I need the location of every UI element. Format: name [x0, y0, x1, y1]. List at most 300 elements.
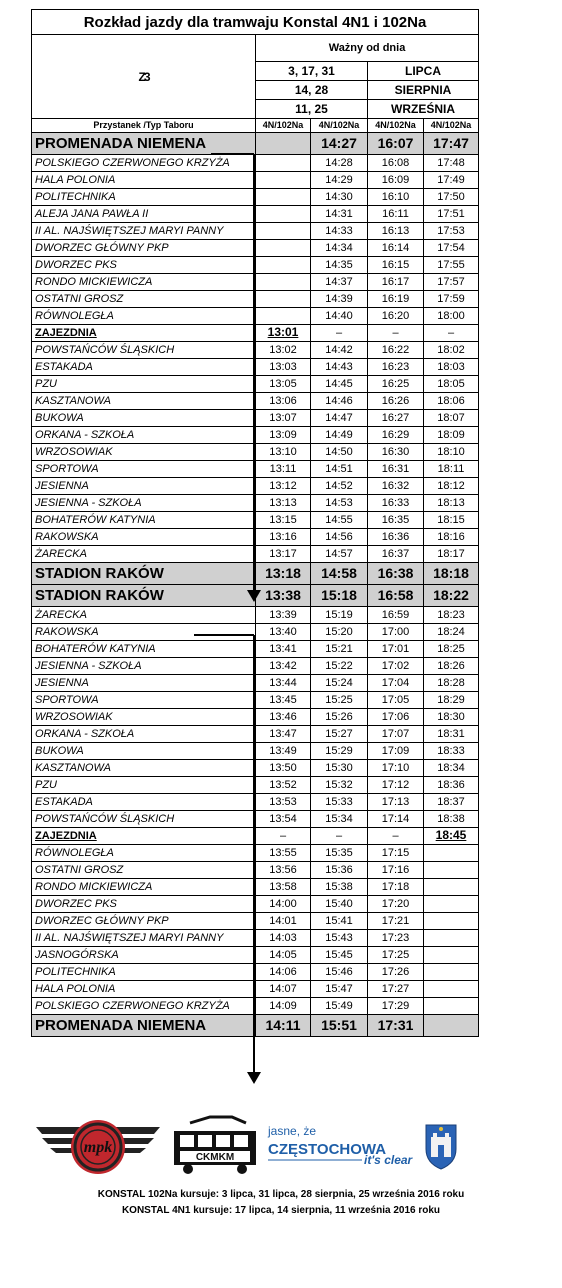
departure-time: 15:47 — [311, 981, 368, 998]
departure-time: 13:49 — [256, 743, 311, 760]
departure-time: 14:46 — [311, 393, 368, 410]
departure-time: 13:46 — [256, 709, 311, 726]
departure-time: 13:03 — [256, 359, 311, 376]
timetable-row — [32, 563, 479, 585]
city-slogan — [267, 1124, 414, 1167]
first-run-line-down — [253, 154, 255, 591]
departure-time: – — [256, 828, 311, 845]
stop-name: PROMENADA NIEMENA — [32, 1015, 256, 1037]
stop-name: POLITECHNIKA — [32, 964, 256, 981]
departure-time: 17:14 — [368, 811, 424, 828]
timetable-row — [32, 325, 479, 342]
departure-time: 17:05 — [368, 692, 424, 709]
valid-days-3: 11, 25 — [256, 100, 368, 119]
departure-time: 18:11 — [424, 461, 479, 478]
timetable-row — [32, 240, 479, 257]
stop-name: POWSTAŃCÓW ŚLĄSKICH — [32, 342, 256, 359]
departure-time: 17:51 — [424, 206, 479, 223]
departure-time: 16:33 — [368, 495, 424, 512]
departure-time: 18:02 — [424, 342, 479, 359]
return-run-line-down — [253, 635, 255, 1073]
departure-time: 13:16 — [256, 529, 311, 546]
departure-time: – — [368, 325, 424, 342]
departure-time: 17:47 — [424, 133, 479, 155]
stop-name: HALA POLONIA — [32, 172, 256, 189]
departure-time: 16:20 — [368, 308, 424, 325]
departure-time — [256, 240, 311, 257]
departure-time: 16:07 — [368, 133, 424, 155]
mpk-logo — [36, 1120, 160, 1174]
departure-time — [424, 862, 479, 879]
stop-name: POWSTAŃCÓW ŚLĄSKICH — [32, 811, 256, 828]
stop-name: WRZOSOWIAK — [32, 709, 256, 726]
timetable-title: Rozkład jazdy dla tramwaju Konstal 4N1 i 102Na — [32, 10, 479, 35]
departure-time: 16:36 — [368, 529, 424, 546]
timetable-row — [32, 410, 479, 427]
departure-time: 15:25 — [311, 692, 368, 709]
timetable-row — [32, 964, 479, 981]
departure-time: 14:53 — [311, 495, 368, 512]
stop-name: RONDO MICKIEWICZA — [32, 879, 256, 896]
departure-time: 17:21 — [368, 913, 424, 930]
stop-name: RAKOWSKA — [32, 529, 256, 546]
departure-time — [424, 828, 479, 845]
departure-time: 18:13 — [424, 495, 479, 512]
departure-time: 13:05 — [256, 376, 311, 393]
stop-name: BUKOWA — [32, 743, 256, 760]
departure-time: 16:37 — [368, 546, 424, 563]
stop-name: ŻARECKA — [32, 607, 256, 624]
departure-time: 17:57 — [424, 274, 479, 291]
departure-time: 16:31 — [368, 461, 424, 478]
departure-time: 14:34 — [311, 240, 368, 257]
departure-time: 14:52 — [311, 478, 368, 495]
departure-time: 15:35 — [311, 845, 368, 862]
departure-time — [424, 845, 479, 862]
departure-time: 18:22 — [424, 585, 479, 607]
footnote-4n1: KONSTAL 4N1 kursuje: 17 lipca, 14 sierpnia, 11 września 2016 roku — [121, 1205, 441, 1216]
departure-time: 18:23 — [424, 607, 479, 624]
departure-time: 14:28 — [311, 155, 368, 172]
departure-time — [256, 189, 311, 206]
timetable-row — [32, 478, 479, 495]
departure-time: 15:26 — [311, 709, 368, 726]
departure-time: 17:53 — [424, 223, 479, 240]
departure-time — [256, 257, 311, 274]
departure-time: 13:44 — [256, 675, 311, 692]
stop-name: POLSKIEGO CZERWONEGO KRZYŻA — [32, 998, 256, 1015]
departure-time: 17:16 — [368, 862, 424, 879]
departure-time: 18:10 — [424, 444, 479, 461]
departure-time: 13:56 — [256, 862, 311, 879]
departure-time: 14:56 — [311, 529, 368, 546]
departure-time: 18:30 — [424, 709, 479, 726]
departure-time: 17:18 — [368, 879, 424, 896]
departure-time: 14:39 — [311, 291, 368, 308]
stop-name: DWORZEC PKS — [32, 896, 256, 913]
departure-time: 15:18 — [311, 585, 368, 607]
stop-name: ZAJEZDNIA — [32, 828, 256, 845]
departure-time: 16:30 — [368, 444, 424, 461]
departure-time: 16:13 — [368, 223, 424, 240]
departure-time: 17:27 — [368, 981, 424, 998]
return-run-arrow-down-icon — [247, 1072, 261, 1084]
departure-time: 14:45 — [311, 376, 368, 393]
timetable-row — [32, 998, 479, 1015]
departure-time: 13:55 — [256, 845, 311, 862]
stop-name: ORKANA - SZKOŁA — [32, 427, 256, 444]
stop-name: PZU — [32, 376, 256, 393]
departure-time — [424, 947, 479, 964]
stop-name: BUKOWA — [32, 410, 256, 427]
departure-time: 15:20 — [311, 624, 368, 641]
departure-time — [424, 930, 479, 947]
coat-of-arms-icon — [426, 1125, 456, 1169]
stop-name: ZAJEZDNIA — [32, 325, 256, 342]
departure-time: 17:01 — [368, 641, 424, 658]
timetable-row — [32, 495, 479, 512]
departure-time: 13:50 — [256, 760, 311, 777]
timetable-row — [32, 172, 479, 189]
ckmkm-logo-text: CKMKM — [195, 1152, 235, 1163]
stop-name: KASZTANOWA — [32, 393, 256, 410]
departure-time: 13:39 — [256, 607, 311, 624]
departure-time: 13:45 — [256, 692, 311, 709]
stop-name: JESIENNA — [32, 478, 256, 495]
timetable-row — [32, 981, 479, 998]
departure-time: 14:07 — [256, 981, 311, 998]
departure-time: 13:41 — [256, 641, 311, 658]
departure-time: 13:18 — [256, 563, 311, 585]
stop-name: STADION RAKÓW — [32, 563, 256, 585]
departure-time: 14:49 — [311, 427, 368, 444]
departure-time — [256, 291, 311, 308]
departure-time: 15:36 — [311, 862, 368, 879]
departure-time: 16:59 — [368, 607, 424, 624]
departure-time: 16:38 — [368, 563, 424, 585]
stop-name: POLSKIEGO CZERWONEGO KRZYŻA — [32, 155, 256, 172]
stop-name: HALA POLONIA — [32, 981, 256, 998]
departure-time: 15:34 — [311, 811, 368, 828]
departure-time: 13:40 — [256, 624, 311, 641]
departure-time: 14:29 — [311, 172, 368, 189]
departure-time: 15:30 — [311, 760, 368, 777]
departure-time: 14:09 — [256, 998, 311, 1015]
stop-name: BOHATERÓW KATYNIA — [32, 641, 256, 658]
stop-name: OSTATNI GROSZ — [32, 291, 256, 308]
departure-time: – — [311, 325, 368, 342]
valid-days-2: 14, 28 — [256, 81, 368, 100]
departure-time: 16:23 — [368, 359, 424, 376]
ckmkm-logo — [174, 1117, 256, 1174]
departure-time: 17:06 — [368, 709, 424, 726]
departure-time: 18:24 — [424, 624, 479, 641]
timetable-row — [32, 947, 479, 964]
stop-name: JASNOGÓRSKA — [32, 947, 256, 964]
departure-time: 14:31 — [311, 206, 368, 223]
timetable-row — [32, 760, 479, 777]
stop-name: II AL. NAJŚWIĘTSZEJ MARYI PANNY — [32, 223, 256, 240]
departure-time: 13:07 — [256, 410, 311, 427]
departure-time: 14:35 — [311, 257, 368, 274]
timetable-row — [32, 546, 479, 563]
departure-time — [256, 133, 311, 155]
stop-name: II AL. NAJŚWIĘTSZEJ MARYI PANNY — [32, 930, 256, 947]
header-stop: Przystanek /Typ Taboru — [32, 119, 256, 133]
stop-name: ESTAKADA — [32, 359, 256, 376]
departure-time: – — [368, 828, 424, 845]
stop-name: DWORZEC GŁÓWNY PKP — [32, 240, 256, 257]
timetable-row — [32, 726, 479, 743]
stop-name: JESIENNA - SZKOŁA — [32, 658, 256, 675]
stop-name: ALEJA JANA PAWŁA II — [32, 206, 256, 223]
timetable-row — [32, 692, 479, 709]
city-slogan-line3: it's clear — [364, 1153, 413, 1167]
departure-time: 18:18 — [424, 563, 479, 585]
departure-time: 17:07 — [368, 726, 424, 743]
timetable-row — [32, 444, 479, 461]
departure-time: 18:37 — [424, 794, 479, 811]
stop-name: RÓWNOLEGŁA — [32, 845, 256, 862]
departure-time: 16:19 — [368, 291, 424, 308]
departure-time — [256, 223, 311, 240]
stop-name: SPORTOWA — [32, 461, 256, 478]
stop-name: JESIENNA - SZKOŁA — [32, 495, 256, 512]
timetable-row — [32, 624, 479, 641]
departure-time: 15:22 — [311, 658, 368, 675]
departure-time: 17:59 — [424, 291, 479, 308]
departure-time: – — [424, 325, 479, 342]
first-run-line-top — [211, 153, 254, 155]
city-slogan-line2: CZĘSTOCHOWA — [268, 1141, 387, 1158]
departure-time: 13:06 — [256, 393, 311, 410]
departure-time: 15:32 — [311, 777, 368, 794]
departure-time: 13:53 — [256, 794, 311, 811]
first-run-arrow-down-icon — [247, 590, 261, 602]
departure-time: 16:32 — [368, 478, 424, 495]
timetable-row — [32, 811, 479, 828]
departure-time — [424, 998, 479, 1015]
header-col-4: 4N/102Na — [424, 119, 479, 133]
departure-time: 14:06 — [256, 964, 311, 981]
departure-time: 18:06 — [424, 393, 479, 410]
timetable-row — [32, 862, 479, 879]
departure-time: 17:15 — [368, 845, 424, 862]
valid-month-1: LIPCA — [368, 62, 479, 81]
departure-time: 13:12 — [256, 478, 311, 495]
departure-time: 16:27 — [368, 410, 424, 427]
departure-time: 15:49 — [311, 998, 368, 1015]
departure-time: 14:50 — [311, 444, 368, 461]
timetable-row — [32, 427, 479, 444]
stop-name: PROMENADA NIEMENA — [32, 133, 256, 155]
departure-time: 18:12 — [424, 478, 479, 495]
stop-name: DWORZEC PKS — [32, 257, 256, 274]
departure-time: 16:26 — [368, 393, 424, 410]
departure-time: 17:55 — [424, 257, 479, 274]
departure-time: 14:40 — [311, 308, 368, 325]
timetable-row — [32, 794, 479, 811]
departure-time: 17:26 — [368, 964, 424, 981]
departure-time: 17:31 — [368, 1015, 424, 1037]
timetable-row — [32, 845, 479, 862]
departure-time: 14:33 — [311, 223, 368, 240]
departure-time: 18:09 — [424, 427, 479, 444]
stop-name: BOHATERÓW KATYNIA — [32, 512, 256, 529]
departure-time: 17:09 — [368, 743, 424, 760]
stop-name: RONDO MICKIEWICZA — [32, 274, 256, 291]
departure-time: 15:45 — [311, 947, 368, 964]
departure-time: 18:00 — [424, 308, 479, 325]
departure-time: 15:46 — [311, 964, 368, 981]
departure-time: 16:29 — [368, 427, 424, 444]
departure-time: 16:15 — [368, 257, 424, 274]
timetable-row — [32, 342, 479, 359]
departure-time: 14:11 — [256, 1015, 311, 1037]
departure-time: 16:17 — [368, 274, 424, 291]
departure-time: 16:08 — [368, 155, 424, 172]
valid-month-2: SIERPNIA — [368, 81, 479, 100]
logos-strip — [32, 1115, 478, 1185]
departure-time — [424, 964, 479, 981]
departure-time: 16:09 — [368, 172, 424, 189]
departure-time: – — [311, 828, 368, 845]
timetable-row — [32, 641, 479, 658]
timetable-row — [32, 828, 479, 845]
departure-time: 16:14 — [368, 240, 424, 257]
stop-name: STADION RAKÓW — [32, 585, 256, 607]
stop-name: OSTATNI GROSZ — [32, 862, 256, 879]
header-col-1: 4N/102Na — [256, 119, 311, 133]
timetable-row — [32, 359, 479, 376]
departure-time: 17:12 — [368, 777, 424, 794]
departure-time: 17:00 — [368, 624, 424, 641]
departure-time: 17:13 — [368, 794, 424, 811]
departure-time: 18:29 — [424, 692, 479, 709]
departure-time: 13:52 — [256, 777, 311, 794]
departure-time: 14:57 — [311, 546, 368, 563]
departure-time: 14:01 — [256, 913, 311, 930]
departure-time: 15:40 — [311, 896, 368, 913]
departure-time: 15:41 — [311, 913, 368, 930]
departure-time: 14:51 — [311, 461, 368, 478]
departure-time: 13:58 — [256, 879, 311, 896]
timetable-row — [32, 896, 479, 913]
departure-time: 18:34 — [424, 760, 479, 777]
departure-time: 17:29 — [368, 998, 424, 1015]
timetable-row — [32, 709, 479, 726]
departure-time — [256, 206, 311, 223]
departure-time: 17:49 — [424, 172, 479, 189]
timetable-row — [32, 1015, 479, 1037]
mpk-logo-text: mpk — [83, 1139, 113, 1156]
departure-time: 14:47 — [311, 410, 368, 427]
timetable-row — [32, 658, 479, 675]
departure-time — [424, 1015, 479, 1037]
departure-time: 13:47 — [256, 726, 311, 743]
logos-svg — [32, 1115, 478, 1185]
departure-time: 16:35 — [368, 512, 424, 529]
departure-time: 14:03 — [256, 930, 311, 947]
stop-name: DWORZEC GŁÓWNY PKP — [32, 913, 256, 930]
departure-time: 17:20 — [368, 896, 424, 913]
timetable-row — [32, 913, 479, 930]
departure-time: 15:29 — [311, 743, 368, 760]
departure-time: 16:22 — [368, 342, 424, 359]
timetable-row — [32, 777, 479, 794]
depot-time: 18:45 — [435, 828, 467, 842]
departure-time: 13:13 — [256, 495, 311, 512]
departure-time: 18:26 — [424, 658, 479, 675]
timetable-row — [32, 376, 479, 393]
departure-time: 18:16 — [424, 529, 479, 546]
timetable-row — [32, 308, 479, 325]
departure-time: 17:54 — [424, 240, 479, 257]
departure-time: 17:23 — [368, 930, 424, 947]
departure-time — [424, 913, 479, 930]
stop-name: POLITECHNIKA — [32, 189, 256, 206]
departure-time: 13:10 — [256, 444, 311, 461]
stop-name: PZU — [32, 777, 256, 794]
departure-time: 14:05 — [256, 947, 311, 964]
header-col-2: 4N/102Na — [311, 119, 368, 133]
header-col-3: 4N/102Na — [368, 119, 424, 133]
departure-time: 13:09 — [256, 427, 311, 444]
stop-name: KASZTANOWA — [32, 760, 256, 777]
departure-time: 13:38 — [256, 585, 311, 607]
valid-days-1: 3, 17, 31 — [256, 62, 368, 81]
timetable-row — [32, 675, 479, 692]
departure-time: 18:33 — [424, 743, 479, 760]
departure-time: 14:43 — [311, 359, 368, 376]
departure-time: 15:43 — [311, 930, 368, 947]
departure-time — [256, 155, 311, 172]
departure-time: 18:28 — [424, 675, 479, 692]
timetable-row — [32, 930, 479, 947]
timetable-row — [32, 512, 479, 529]
stop-name: JESIENNA — [32, 675, 256, 692]
departure-time: 16:11 — [368, 206, 424, 223]
departure-time — [424, 879, 479, 896]
valid-month-3: WRZEŚNIA — [368, 100, 479, 119]
departure-time: 13:17 — [256, 546, 311, 563]
timetable-row — [32, 607, 479, 624]
departure-time: 17:50 — [424, 189, 479, 206]
departure-time: 17:10 — [368, 760, 424, 777]
departure-time — [256, 172, 311, 189]
departure-time: 16:25 — [368, 376, 424, 393]
departure-time: 18:25 — [424, 641, 479, 658]
departure-time: 14:58 — [311, 563, 368, 585]
departure-time: 14:42 — [311, 342, 368, 359]
stop-name: ŻARECKA — [32, 546, 256, 563]
timetable-row — [32, 743, 479, 760]
departure-time: 16:10 — [368, 189, 424, 206]
departure-time: 18:36 — [424, 777, 479, 794]
departure-time — [424, 896, 479, 913]
departure-time: 17:25 — [368, 947, 424, 964]
departure-time: 18:05 — [424, 376, 479, 393]
departure-time: 14:27 — [311, 133, 368, 155]
timetable-row — [32, 223, 479, 240]
timetable-row — [32, 393, 479, 410]
departure-time: 14:30 — [311, 189, 368, 206]
departure-time: 13:54 — [256, 811, 311, 828]
footnote-102na: KONSTAL 102Na kursuje: 3 lipca, 31 lipca, 28 sierpnia, 25 września 2016 roku — [97, 1189, 465, 1200]
departure-time — [256, 308, 311, 325]
departure-time: 14:55 — [311, 512, 368, 529]
departure-time: 15:24 — [311, 675, 368, 692]
